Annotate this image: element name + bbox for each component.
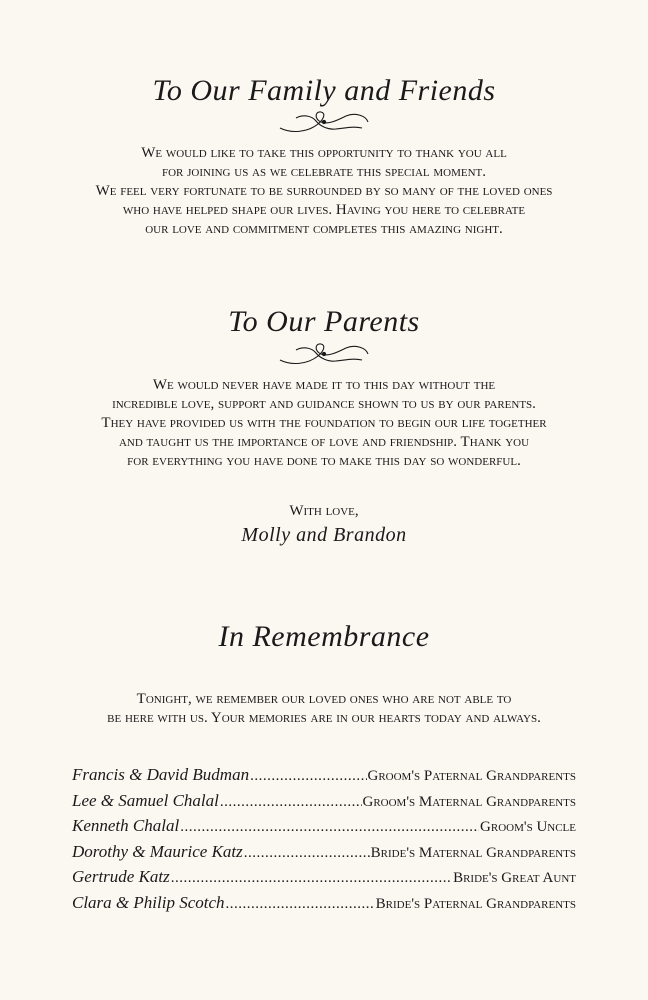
remembrance-name: Francis & David Budman: [72, 765, 250, 784]
list-item: [72, 791, 576, 817]
text-line: our love and commitment completes this amazing night.: [145, 221, 503, 237]
remembrance-relation: Bride's Paternal Grandparents: [375, 895, 576, 912]
text-line: incredible love, support and guidance shown to us by our parents.: [112, 396, 536, 412]
closing-line: With love,: [289, 503, 359, 519]
flourish-ornament-icon: [0, 108, 648, 136]
remembrance-relation: Bride's Great Aunt: [453, 870, 576, 887]
text-line: We feel very fortunate to be surrounded by so many of the loved ones: [95, 183, 553, 199]
heading-family-friends: To Our Family and Friends: [152, 74, 496, 107]
text-line: and taught us the importance of love and friendship. Thank you: [118, 434, 530, 450]
signature-names: Molly and Brandon: [241, 524, 407, 546]
list-item: [72, 765, 576, 791]
text-line: for everything you have done to make this day so wonderful.: [127, 453, 521, 469]
text-line: Tonight, we remember our loved ones who are not able to: [136, 691, 512, 707]
remembrance-name: Gertrude Katz: [72, 867, 170, 887]
remembrance-relation: Groom's Uncle: [480, 819, 576, 836]
heading-remembrance: In Remembrance: [218, 620, 430, 653]
remembrance-name: Dorothy & Maurice Katz: [72, 841, 243, 861]
paragraph-parents: [20, 376, 628, 471]
remembrance-list: [72, 765, 576, 919]
paragraph-remembrance: [20, 690, 628, 728]
remembrance-name: Lee & Samuel Chalal: [72, 790, 219, 810]
remembrance-relation: Groom's Paternal Grandparents: [367, 768, 576, 784]
dot-leader: [180, 819, 479, 836]
text-line: We would like to take this opportunity to thank you all: [141, 145, 507, 161]
remembrance-name: Clara & Philip Scotch: [72, 892, 225, 912]
text-line: be here with us. Your memories are in our hearts today and always.: [107, 710, 541, 726]
remembrance-relation: Bride's Maternal Grandparents: [370, 844, 576, 861]
dot-leader: [244, 845, 370, 862]
dot-leader: [226, 896, 375, 913]
list-item: [72, 867, 576, 893]
dot-leader: [250, 768, 366, 785]
text-line: We would never have made it to this day without the: [152, 377, 496, 393]
list-item: [72, 842, 576, 868]
remembrance-name: Kenneth Chalal: [72, 816, 180, 836]
paragraph-family-friends: [20, 144, 628, 239]
list-item: [72, 816, 576, 842]
remembrance-relation: Groom's Maternal Grandparents: [362, 793, 576, 810]
text-line: They have provided us with the foundation to begin our life together: [101, 415, 547, 431]
flourish-ornament-icon: [0, 340, 648, 368]
text-line: for joining us as we celebrate this special moment.: [161, 164, 487, 180]
dot-leader: [171, 870, 452, 887]
dot-leader: [220, 794, 362, 811]
text-line: who have helped shape our lives. Having you here to celebrate: [122, 202, 526, 218]
heading-parents: To Our Parents: [228, 305, 420, 338]
list-item: [72, 893, 576, 919]
